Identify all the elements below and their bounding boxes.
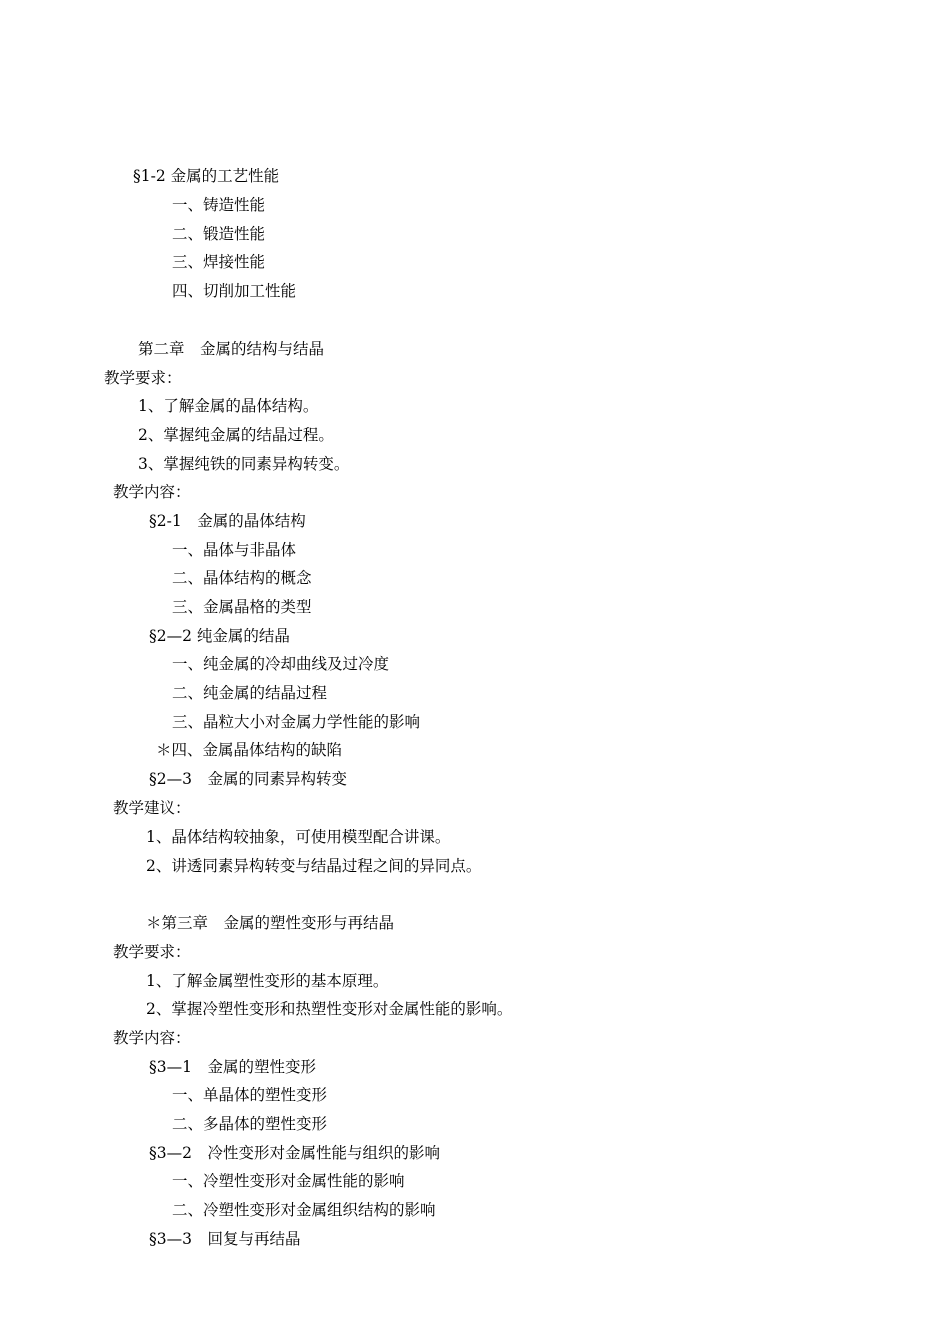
- list-item: 二、晶体结构的概念: [172, 569, 312, 587]
- list-item: 一、冷塑性变形对金属性能的影响: [172, 1172, 405, 1190]
- list-item: 三、晶粒大小对金属力学性能的影响: [172, 713, 421, 731]
- list-item: 二、锻造性能: [172, 225, 266, 243]
- section-heading: §3—3 回复与再结晶: [149, 1230, 301, 1248]
- subsection-label: 教学要求：: [113, 943, 191, 961]
- section-heading: §3—1 金属的塑性变形: [149, 1058, 316, 1076]
- section-heading: §1-2 金属的工艺性能: [133, 167, 280, 185]
- subsection-label: 教学要求：: [104, 369, 182, 387]
- chapter-heading: ＊第三章 金属的塑性变形与再结晶: [146, 914, 395, 932]
- list-item: 四、切削加工性能: [172, 282, 297, 300]
- chapter-heading: 第二章 金属的结构与结晶: [138, 340, 325, 358]
- list-item: 3、掌握纯铁的同素异构转变。: [138, 455, 350, 473]
- list-item: 三、焊接性能: [172, 253, 266, 271]
- list-item: 一、铸造性能: [172, 196, 266, 214]
- list-item: 2、讲透同素异构转变与结晶过程之间的异同点。: [146, 857, 482, 875]
- list-item: 一、晶体与非晶体: [172, 541, 297, 559]
- section-heading: §3—2 冷性变形对金属性能与组织的影响: [149, 1144, 440, 1162]
- list-item: 二、纯金属的结晶过程: [172, 684, 328, 702]
- subsection-label: 教学内容：: [113, 1029, 191, 1047]
- list-item: 1、晶体结构较抽象，可使用模型配合讲课。: [146, 828, 451, 846]
- list-item: ＊四、金属晶体结构的缺陷: [156, 741, 343, 759]
- section-heading: §2-1 金属的晶体结构: [149, 512, 306, 530]
- section-heading: §2—2 纯金属的结晶: [149, 627, 290, 645]
- list-item: 一、纯金属的冷却曲线及过冷度: [172, 655, 390, 673]
- list-item: 二、冷塑性变形对金属组织结构的影响: [172, 1201, 436, 1219]
- list-item: 2、掌握纯金属的结晶过程。: [138, 426, 334, 444]
- list-item: 2、掌握冷塑性变形和热塑性变形对金属性能的影响。: [146, 1000, 513, 1018]
- list-item: 1、了解金属塑性变形的基本原理。: [146, 972, 389, 990]
- list-item: 1、了解金属的晶体结构。: [138, 397, 319, 415]
- list-item: 二、多晶体的塑性变形: [172, 1115, 328, 1133]
- list-item: 三、金属晶格的类型: [172, 598, 312, 616]
- subsection-label: 教学建议：: [113, 799, 191, 817]
- list-item: 一、单晶体的塑性变形: [172, 1086, 328, 1104]
- section-heading: §2—3 金属的同素异构转变: [149, 770, 347, 788]
- subsection-label: 教学内容：: [113, 483, 191, 501]
